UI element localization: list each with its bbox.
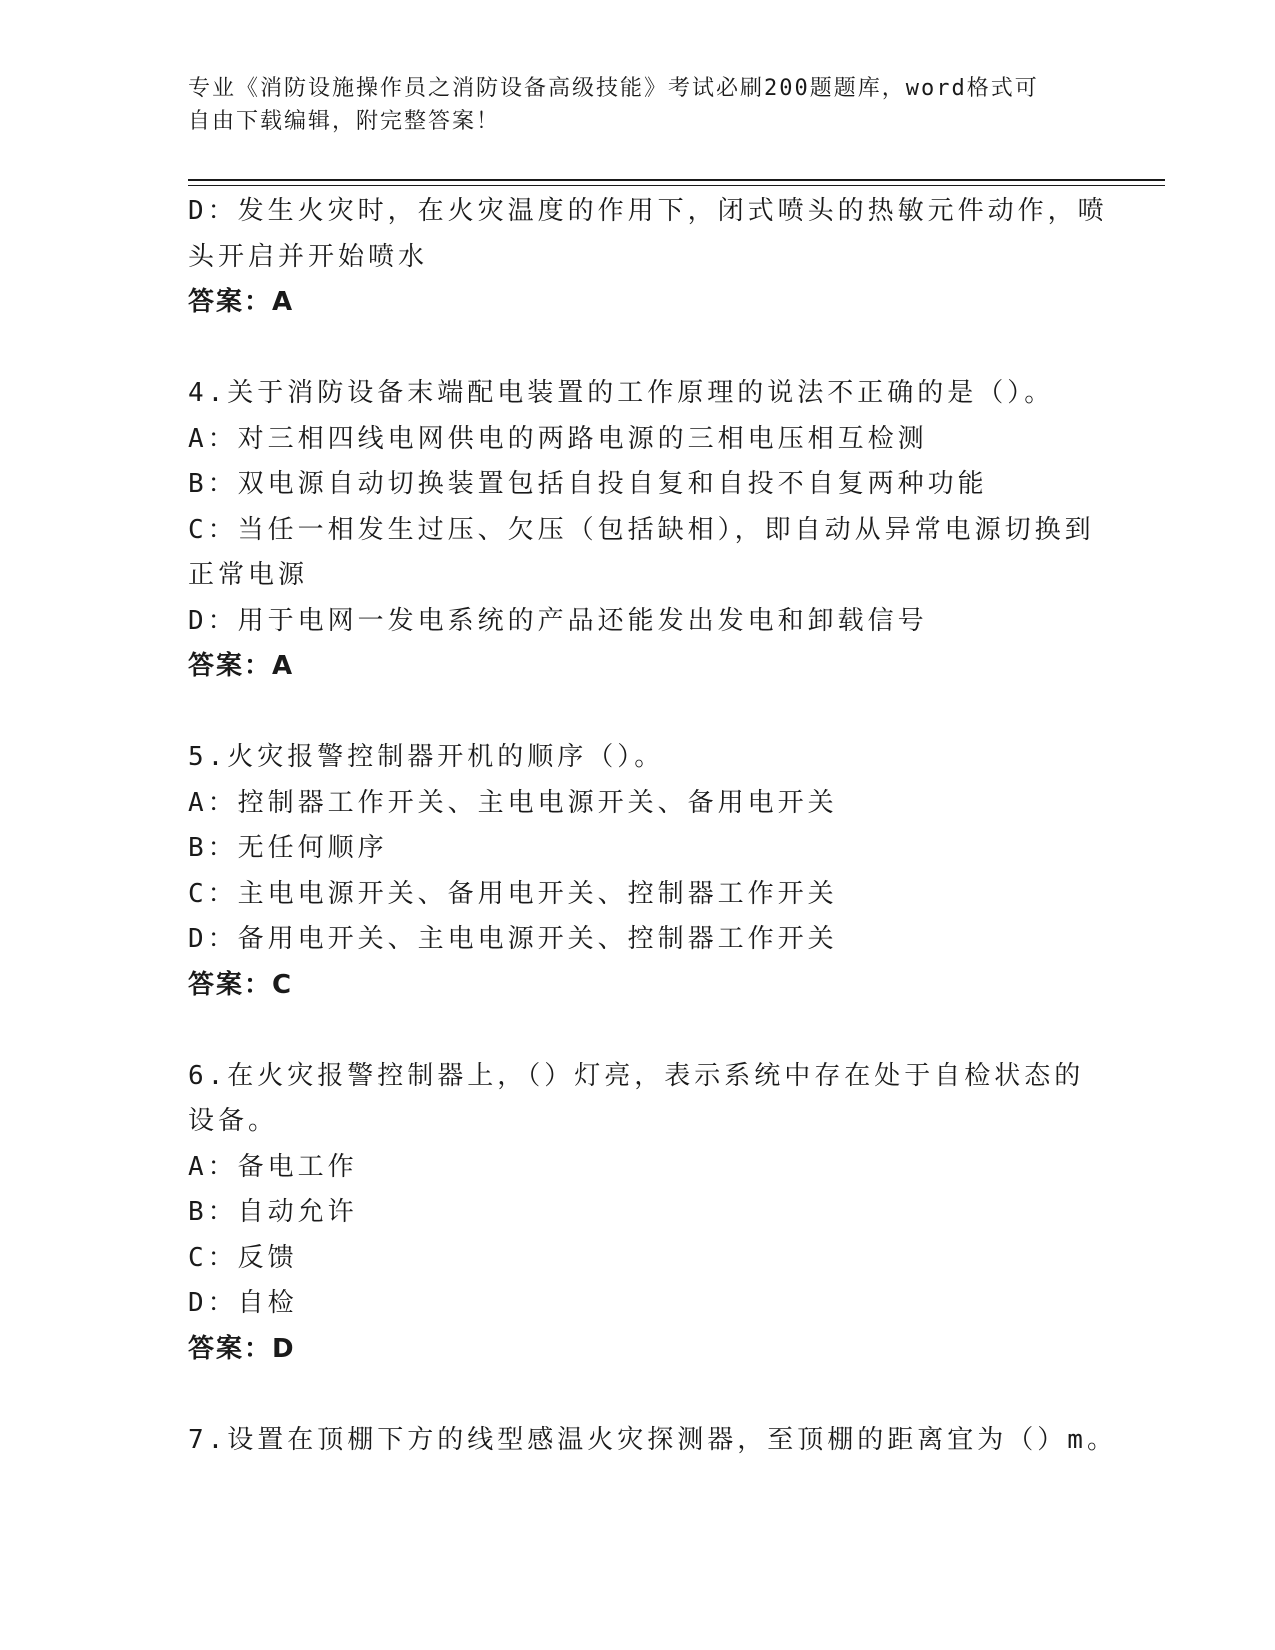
q5-answer: 答案：C bbox=[188, 969, 294, 1000]
q3-option-d-line-2: 头开启并开始喷水 bbox=[188, 241, 429, 272]
q6-stem-line-2: 设备。 bbox=[188, 1106, 279, 1136]
spacer bbox=[188, 326, 1088, 372]
question-6 bbox=[188, 1054, 1088, 1373]
question-7 bbox=[188, 1418, 1117, 1464]
q7-stem: 7.设置在顶棚下方的线型感温火灾探测器，至顶棚的距离宜为（）m。 bbox=[188, 1424, 1117, 1455]
q5-option-b: B：无任何顺序 bbox=[188, 833, 388, 863]
spacer bbox=[188, 1372, 1088, 1418]
q4-option-c-line-1: C：当任一相发生过压、欠压（包括缺相），即自动从异常电源切换到 bbox=[188, 514, 1095, 545]
q6-option-b: B：自动允许 bbox=[188, 1197, 358, 1227]
spacer bbox=[188, 690, 1088, 736]
header-title-line-2: 自由下载编辑，附完整答案！ bbox=[188, 109, 501, 134]
q6-option-c: C：反馈 bbox=[188, 1242, 298, 1273]
q5-option-a: A：控制器工作开关、主电电源开关、备用电开关 bbox=[188, 787, 838, 818]
header-title-line-1: 专业《消防设施操作员之消防设备高级技能》考试必刷200题题库，word格式可 bbox=[188, 76, 1039, 101]
q5-option-c: C：主电电源开关、备用电开关、控制器工作开关 bbox=[188, 878, 838, 909]
q6-stem-line-1: 6.在火灾报警控制器上，（）灯亮，表示系统中存在处于自检状态的 bbox=[188, 1060, 1085, 1091]
question-5 bbox=[188, 735, 1088, 1008]
question-list bbox=[188, 189, 1117, 1463]
document-header bbox=[188, 72, 1088, 138]
header-divider-thick bbox=[188, 179, 1165, 181]
header-divider-thin bbox=[188, 185, 1165, 186]
q4-option-c-line-2: 正常电源 bbox=[188, 560, 309, 590]
q5-option-d: D：备用电开关、主电电源开关、控制器工作开关 bbox=[188, 924, 838, 954]
spacer bbox=[188, 1008, 1088, 1054]
q5-stem: 5.火灾报警控制器开机的顺序（）。 bbox=[188, 742, 665, 772]
q4-option-b: B：双电源自动切换装置包括自投自复和自投不自复两种功能 bbox=[188, 469, 988, 499]
question-3-tail bbox=[188, 189, 1108, 326]
q4-answer: 答案：A bbox=[188, 651, 295, 681]
q4-stem: 4.关于消防设备末端配电装置的工作原理的说法不正确的是（）。 bbox=[188, 378, 1055, 408]
q4-option-a: A：对三相四线电网供电的两路电源的三相电压相互检测 bbox=[188, 423, 928, 454]
q6-option-d: D：自检 bbox=[188, 1288, 298, 1318]
q3-option-d-line-1: D：发生火灾时，在火灾温度的作用下，闭式喷头的热敏元件动作，喷 bbox=[188, 196, 1108, 226]
question-4 bbox=[188, 371, 1095, 690]
q6-option-a: A：备电工作 bbox=[188, 1151, 358, 1182]
q4-option-d: D：用于电网一发电系统的产品还能发出发电和卸载信号 bbox=[188, 605, 928, 636]
q6-answer: 答案：D bbox=[188, 1333, 296, 1364]
q3-answer: 答案：A bbox=[188, 287, 295, 317]
